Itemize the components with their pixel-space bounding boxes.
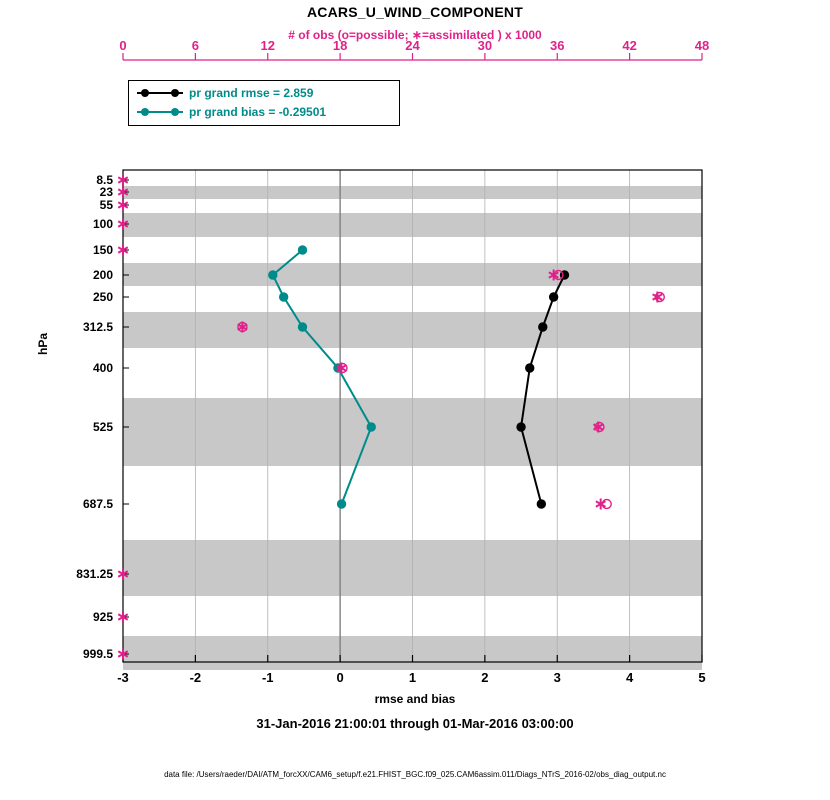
svg-text:12: 12 <box>260 38 275 53</box>
svg-text:100: 100 <box>92 217 113 231</box>
svg-text:55: 55 <box>99 198 113 212</box>
svg-text:925: 925 <box>92 610 113 624</box>
svg-text:3: 3 <box>553 670 561 685</box>
svg-text:36: 36 <box>550 38 565 53</box>
legend-swatch-bias <box>137 106 183 118</box>
svg-text:-1: -1 <box>261 670 274 685</box>
legend <box>128 80 400 126</box>
svg-text:24: 24 <box>405 38 420 53</box>
svg-text:4: 4 <box>626 670 634 685</box>
svg-text:999.5: 999.5 <box>82 647 113 661</box>
svg-text:0: 0 <box>336 670 344 685</box>
svg-text:2: 2 <box>481 670 489 685</box>
x-axis-title: rmse and bias <box>374 692 456 706</box>
legend-swatch-rmse <box>137 87 183 99</box>
data-file-path: data file: /Users/raeder/DAI/ATM_forcXX/CAM6_setup/f.e21.FHIST_BGC.f09_025.CAM6assim.011/Diags_NTrS_2016-02/obs_diag_output.nc <box>164 770 666 779</box>
svg-text:525: 525 <box>92 420 113 434</box>
svg-text:831.25: 831.25 <box>76 567 113 581</box>
svg-text:150: 150 <box>92 243 113 257</box>
svg-text:250: 250 <box>92 290 113 304</box>
svg-text:1: 1 <box>408 670 417 685</box>
svg-text:200: 200 <box>92 268 113 282</box>
svg-text:23: 23 <box>99 185 113 199</box>
svg-text:-2: -2 <box>189 670 202 685</box>
svg-text:8.5: 8.5 <box>96 173 113 187</box>
svg-text:-3: -3 <box>117 670 129 685</box>
legend-label-bias: pr grand bias = -0.29501 <box>189 105 327 119</box>
date-range: 31-Jan-2016 21:00:01 through 01-Mar-2016 03:00:00 <box>256 716 574 731</box>
svg-text:400: 400 <box>92 361 113 375</box>
svg-text:30: 30 <box>477 38 493 53</box>
legend-item-rmse <box>137 84 313 102</box>
svg-text:48: 48 <box>694 38 710 53</box>
legend-item-bias <box>137 103 326 121</box>
svg-text:0: 0 <box>119 38 127 53</box>
page-title: ACARS_U_WIND_COMPONENT <box>307 4 523 20</box>
svg-text:687.5: 687.5 <box>82 497 113 511</box>
top-axis-title: # of obs (o=possible; ∗=assimilated ) x 1000 <box>288 28 542 42</box>
svg-text:312.5: 312.5 <box>82 320 113 334</box>
svg-text:42: 42 <box>622 38 637 53</box>
y-axis-title: hPa <box>36 332 50 355</box>
svg-text:6: 6 <box>191 38 199 53</box>
legend-label-rmse: pr grand rmse = 2.859 <box>189 86 314 100</box>
svg-text:18: 18 <box>332 38 348 53</box>
svg-text:5: 5 <box>698 670 706 685</box>
